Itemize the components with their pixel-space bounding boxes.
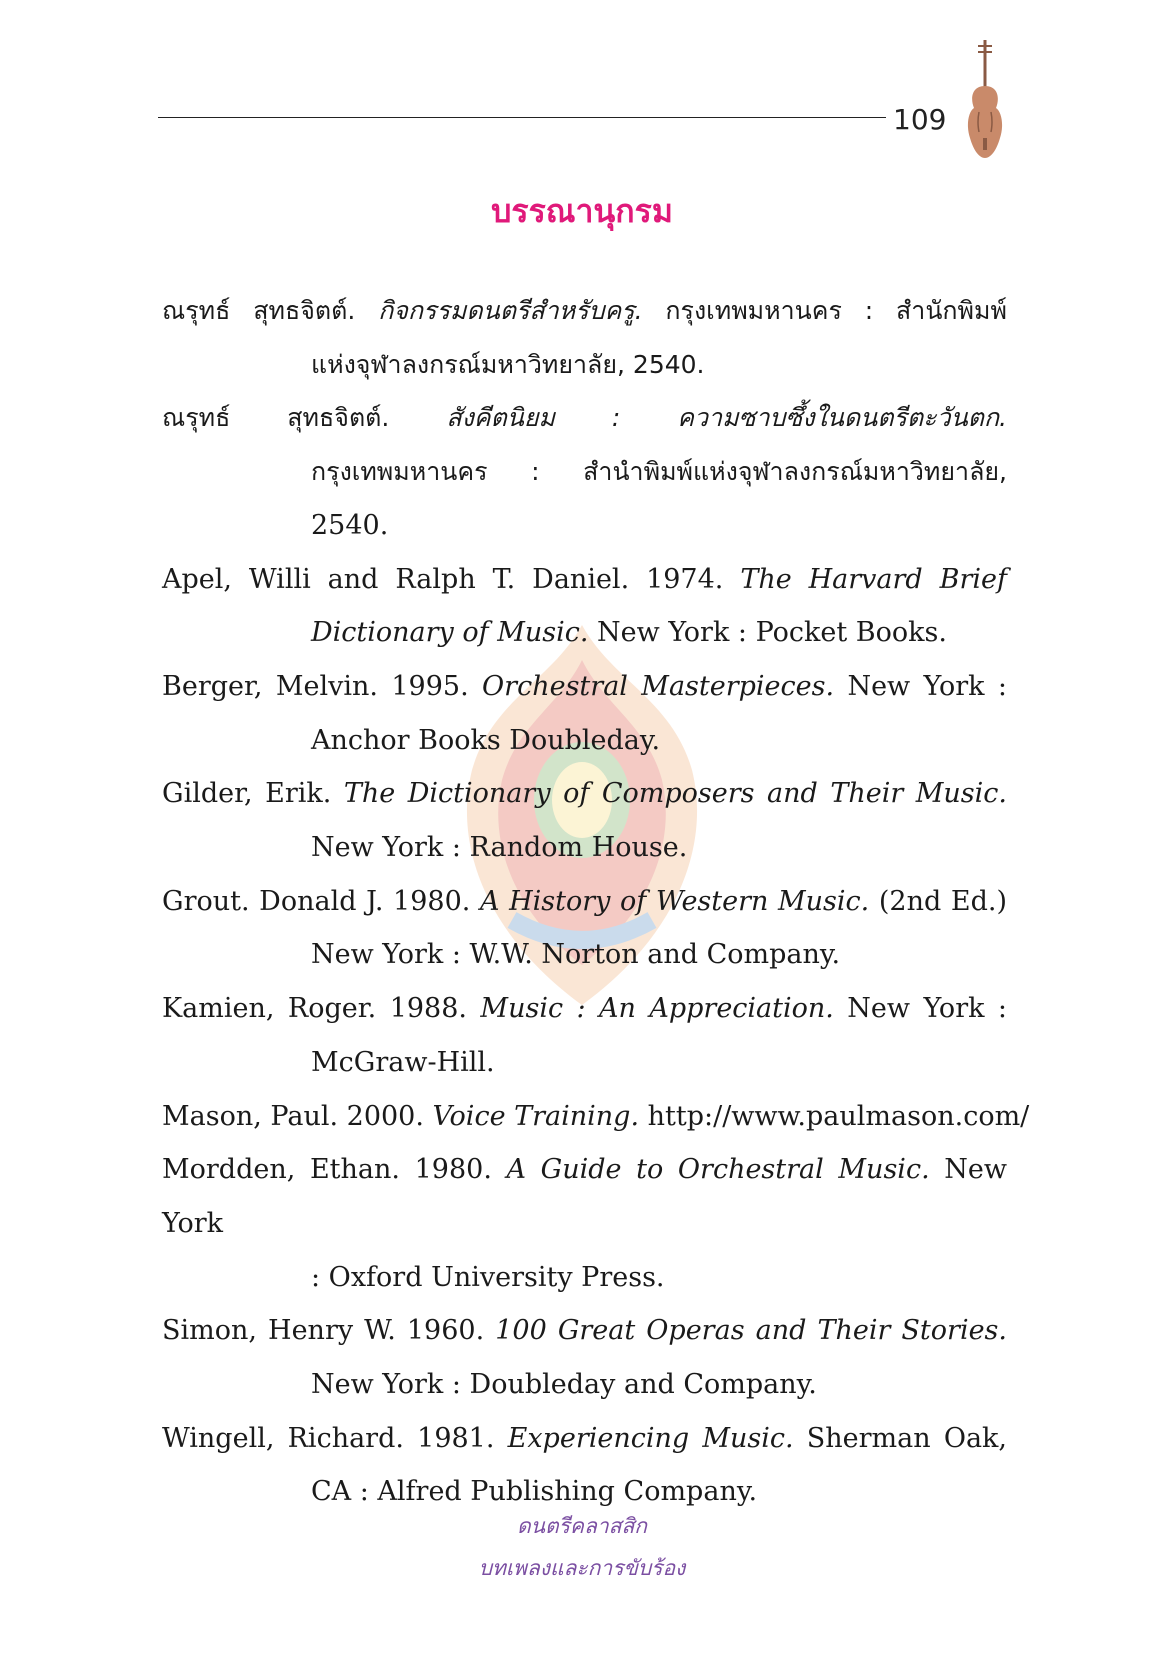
entry-first-line xyxy=(162,660,1007,714)
entry-first-line xyxy=(162,767,1007,821)
entry-text: McGraw-Hill. xyxy=(311,1046,495,1078)
entry-first-line xyxy=(162,284,1007,338)
bibliography-entry xyxy=(162,553,1007,660)
entry-text: ณรุทธ์ สุทธจิตต์. xyxy=(162,296,379,325)
page-number: 109 xyxy=(893,103,947,136)
entry-text: Anchor Books Doubleday. xyxy=(311,724,661,756)
entry-continuation-line xyxy=(162,338,1007,392)
entry-continuation-line xyxy=(162,499,1007,553)
header-rule xyxy=(158,117,886,118)
entry-title-text: 100 Great Operas and Their Stories. xyxy=(495,1315,1007,1347)
entry-title-text: Music : An Appreciation. xyxy=(480,993,834,1025)
entry-title-text: A Guide to Orchestral Music. xyxy=(506,1154,930,1186)
entry-continuation-line xyxy=(162,821,1007,875)
bibliography-entry xyxy=(162,1143,1007,1304)
bibliography xyxy=(162,284,1030,1519)
entry-text: Berger, Melvin. 1995. xyxy=(162,670,483,702)
entry-text: New York : W.W. Norton and Company. xyxy=(311,939,841,971)
entry-title-text: กิจกรรมดนตรีสำหรับครู. xyxy=(378,296,643,325)
entry-text: ณรุทธ์ สุทธจิตต์. xyxy=(162,403,447,433)
entry-text: Mason, Paul. 2000. xyxy=(162,1100,433,1132)
entry-text: แห่งจุฬาลงกรณ์มหาวิทยาลัย, 2540. xyxy=(311,349,705,379)
entry-text: Gilder, Erik. xyxy=(162,778,344,810)
entry-title-text: Orchestral Masterpieces. xyxy=(482,670,835,702)
entry-title-text: A History of Western Music. xyxy=(479,885,870,917)
entry-title-text: The Dictionary of Composers and Their Music. xyxy=(343,778,1008,810)
bibliography-entry xyxy=(162,767,1007,874)
entry-text: Simon, Henry W. 1960. xyxy=(162,1315,496,1347)
entry-first-line xyxy=(162,1143,1007,1250)
entry-text: กรุงเทพมหานคร : สำนำพิมพ์แห่งจุฬาลงกรณ์มหาวิทยาลัย, xyxy=(311,457,1007,487)
entry-first-line xyxy=(162,1412,1007,1466)
bibliography-entry xyxy=(162,1412,1007,1519)
entry-continuation-line xyxy=(162,606,1007,660)
footer-book-subtitle: บทเพลงและการขับร้อง xyxy=(478,1556,686,1580)
entry-text: http://www.paulmason.com/ xyxy=(639,1100,1030,1132)
entry-continuation-line xyxy=(162,928,1007,982)
bibliography-entry xyxy=(162,284,1007,391)
bibliography-entry xyxy=(162,660,1007,767)
entry-text: 2540. xyxy=(311,509,389,541)
entry-continuation-line xyxy=(162,445,1007,499)
entry-text: Grout. Donald J. 1980. xyxy=(162,885,480,917)
entry-continuation-line xyxy=(162,714,1007,768)
entry-text: New York xyxy=(162,1154,1008,1239)
entry-text: New York : Pocket Books. xyxy=(588,617,947,649)
bibliography-entry xyxy=(162,391,1007,552)
entry-first-line xyxy=(162,553,1007,607)
entry-first-line xyxy=(162,875,1007,929)
entry-text: Sherman Oak, xyxy=(793,1422,1008,1454)
entry-text: Apel, Willi and Ralph T. Daniel. 1974. xyxy=(162,563,741,595)
page-title: บรรณานุกรม xyxy=(491,192,673,230)
entry-title-text: Experiencing Music. xyxy=(507,1422,794,1454)
footer-book-title: ดนตรีคลาสสิก xyxy=(517,1514,647,1538)
entry-text: Wingell, Richard. 1981. xyxy=(162,1422,508,1454)
entry-title-text: Voice Training. xyxy=(432,1100,640,1132)
violin-icon xyxy=(960,38,1010,163)
entry-text: CA : Alfred Publishing Company. xyxy=(311,1476,758,1508)
entry-text: New York : Doubleday and Company. xyxy=(311,1369,817,1401)
entry-text: Mordden, Ethan. 1980. xyxy=(162,1154,507,1186)
entry-title-text: สังคีตนิยม : ความซาบซึ้งในดนตรีตะวันตก. xyxy=(446,403,1007,433)
entry-continuation-line xyxy=(162,1251,1007,1305)
entry-first-line xyxy=(162,1090,1030,1144)
entry-first-line xyxy=(162,391,1007,445)
entry-title-text: Dictionary of Music. xyxy=(311,617,589,649)
entry-first-line xyxy=(162,982,1007,1036)
entry-text: (2nd Ed.) xyxy=(869,885,1008,917)
entry-title-text: The Harvard Brief xyxy=(740,563,1007,595)
entry-continuation-line xyxy=(162,1358,1007,1412)
bibliography-entry xyxy=(162,1304,1007,1411)
bibliography-entry xyxy=(162,1090,1030,1144)
entry-first-line xyxy=(162,1304,1007,1358)
bibliography-entry xyxy=(162,982,1007,1089)
entry-continuation-line xyxy=(162,1036,1007,1090)
entry-text: กรุงเทพมหานคร : สำนักพิมพ์ xyxy=(642,296,1007,325)
bibliography-entry xyxy=(162,875,1007,982)
entry-text: New York : xyxy=(834,670,1008,702)
entry-text: Kamien, Roger. 1988. xyxy=(162,993,481,1025)
entry-text: New York : xyxy=(833,993,1007,1025)
entry-text: New York : Random House. xyxy=(311,832,688,864)
entry-text: : Oxford University Press. xyxy=(311,1261,665,1293)
